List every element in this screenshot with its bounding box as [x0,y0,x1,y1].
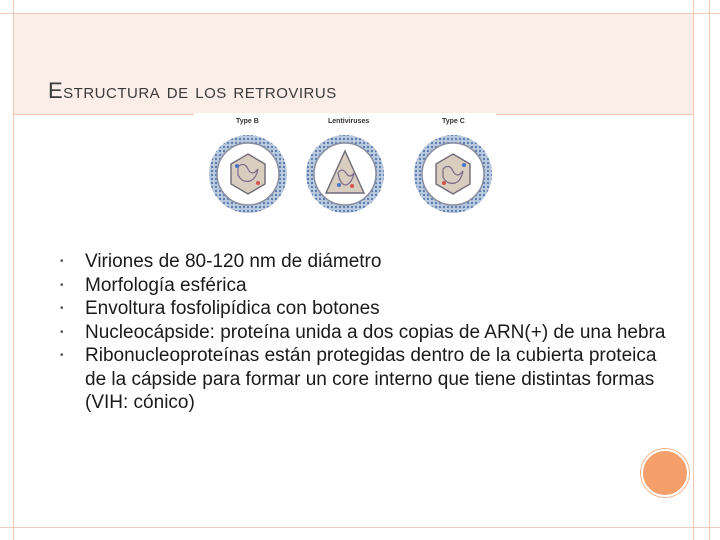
frame-line-right-inner [693,0,694,540]
bullet-text: Nucleocápside: proteína unida a dos copias de ARN(+) de una hebra [85,321,666,343]
bullet-item [60,321,680,345]
virion-illustrations [194,113,496,217]
figure-label-type-c: Type C [442,118,465,125]
virion-type-c-icon [414,135,492,213]
bullet-text: Morfología esférica [85,274,247,296]
frame-line-right-outer [709,0,710,540]
bullet-item [60,297,680,321]
bullet-text: Viriones de 80-120 nm de diámetro [85,251,382,272]
slide-title [48,78,337,104]
bullet-dot-icon: • [60,279,64,291]
virion-type-b-icon [209,135,287,213]
bullet-dot-icon: • [60,303,64,314]
bullet-dot-icon: • [60,256,64,267]
bullet-dot-icon: • [60,350,64,361]
title-text: Estructura de los retrovirus [48,78,337,103]
decorative-orange-circle-icon [641,449,689,497]
bullet-item [60,344,680,415]
bullet-item [60,274,680,298]
bullet-text: Envoltura fosfolipídica con botones [85,298,380,319]
frame-line-left [13,0,14,540]
figure-label-type-b: Type B [236,118,259,125]
virion-lentivirus-icon [306,135,384,213]
bullet-text: Ribonucleoproteínas están protegidas dentro de la cubierta proteica de la cápside para formar un core interno que tiene distintas formas (VIH: cónico) [85,345,657,413]
bullet-dot-icon: • [60,326,64,338]
frame-line-bottom [0,527,720,528]
bullet-list [60,250,680,415]
bullet-item [60,250,680,274]
retrovirus-figure [194,113,496,217]
figure-label-lentiviruses: Lentiviruses [328,118,370,125]
frame-line-top [0,13,720,14]
